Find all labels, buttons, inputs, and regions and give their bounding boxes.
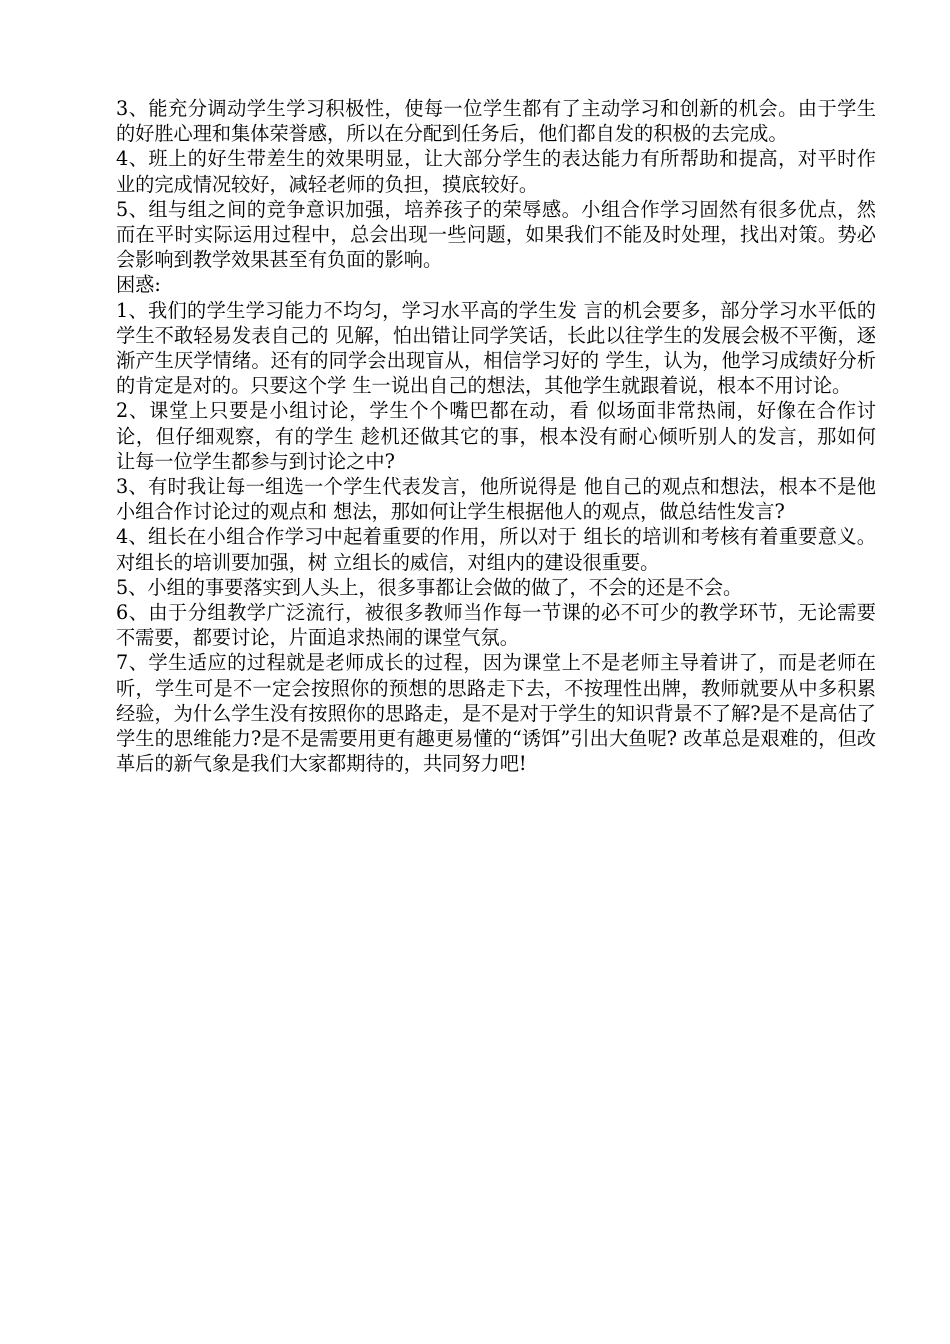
paragraph-advantage-3: 3、能充分调动学生学习积极性，使每一位学生都有了主动学习和创新的机会。由于学生的好胜心理和集体荣誉感，所以在分配到任务后，他们都自发的积极的去完成。 — [116, 97, 876, 146]
paragraph-advantage-4: 4、班上的好生带差生的效果明显，让大部分学生的表达能力有所帮助和提高，对平时作业的完成情况较好，减轻老师的负担，摸底较好。 — [116, 147, 876, 196]
paragraph-confusion-5: 5、小组的事要落实到人头上，很多事都让会做的做了，不会的还是不会。 — [116, 575, 743, 599]
paragraph-confusion-4: 4、组长在小组合作学习中起着重要的作用，所以对于 组长的培训和考核有着重要意义。对组长的培训要加强，树 立组长的威信，对组内的建设很重要。 — [116, 525, 876, 574]
paragraph-advantage-5: 5、组与组之间的竞争意识加强，培养孩子的荣辱感。小组合作学习固然有很多优点，然而在平时实际运用过程中，总会出现一些问题，如果我们不能及时处理，找出对策。势必会影响到教学效果甚至有负面的影响。 — [116, 197, 876, 272]
document-body — [116, 96, 876, 776]
section-heading-confusion: 困惑: — [116, 273, 161, 297]
paragraph-confusion-2: 2、课堂上只要是小组讨论，学生个个嘴巴都在动，看 似场面非常热闹，好像在合作讨论，但仔细观察，有的学生 趁机还做其它的事，根本没有耐心倾听别人的发言，那如何 让每一位学生都参与到讨论之中? — [116, 399, 876, 473]
paragraph-confusion-3: 3、有时我让每一组选一个学生代表发言，他所说得是 他自己的观点和想法，根本不是他小组合作讨论过的观点和 想法，那如何让学生根据他人的观点，做总结性发言? — [116, 475, 876, 524]
paragraph-confusion-7: 7、学生适应的过程就是老师成长的过程，因为课堂上不是老师主导着讲了，而是老师在听，学生可是不一定会按照你的预想的思路走下去，不按理性出牌，教师就要从中多积累经验，为什么学生没有按照你的思路走，是不是对于学生的知识背景不了解?是不是高估了学生的思维能力?是不是需要用更有趣更易懂的“诱饵”引出大鱼呢? 改革总是艰难的，但改革后的新气象是我们大家都期待的，共同努力吧! — [116, 651, 876, 776]
paragraph-confusion-1: 1、我们的学生学习能力不均匀，学习水平高的学生发 言的机会要多，部分学习水平低的学生不敢轻易发表自己的 见解，怕出错让同学笑话，长此以往学生的发展会极不平衡，逐渐产生厌学情绪。还有的同学会出现盲从，相信学习好的 学生，认为，他学习成绩好分析的肯定是对的。只要这个学 生一说出自己的想法，其他学生就跟着说，根本不用讨论。 — [116, 298, 876, 398]
paragraph-confusion-6: 6、由于分组教学广泛流行，被很多教师当作每一节课的必不可少的教学环节，无论需要不需要，都要讨论，片面追求热闹的课堂气氛。 — [116, 601, 876, 650]
